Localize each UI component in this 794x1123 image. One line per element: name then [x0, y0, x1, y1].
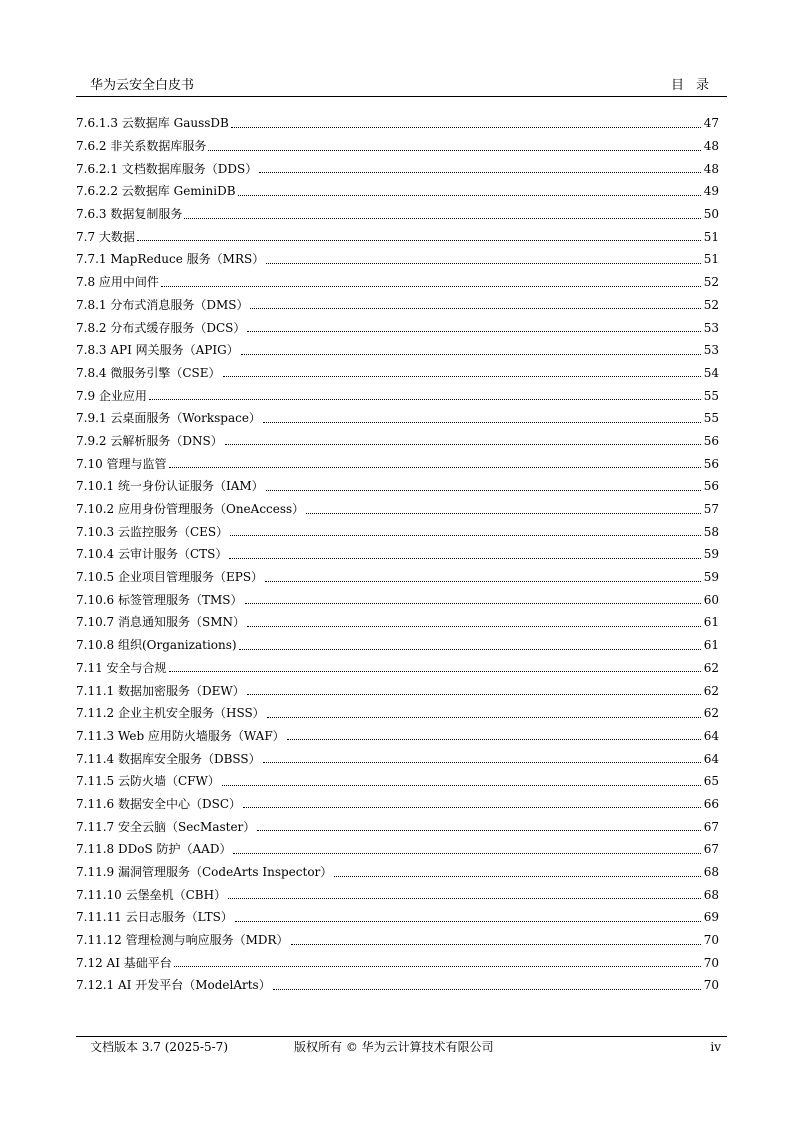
toc-entry-page: 67: [703, 842, 719, 857]
toc-entry[interactable]: [76, 203, 719, 226]
toc-entry-label: 7.8 应用中间件: [76, 275, 159, 290]
toc-entry-page: 66: [703, 796, 719, 811]
toc-entry-label: 7.6.2 非关系数据库服务: [76, 139, 207, 154]
toc-entry-page: 61: [703, 615, 719, 630]
toc-entry-page: 56: [703, 479, 719, 494]
toc-entry-label: 7.10.6 标签管理服务（TMS）: [76, 592, 243, 607]
toc-entry[interactable]: [76, 747, 719, 770]
page-footer: [76, 1040, 727, 1058]
toc-entry-label: 7.11.12 管理检测与响应服务（MDR）: [76, 933, 289, 948]
toc-entry-page: 57: [703, 502, 719, 517]
toc-entry-page: 48: [703, 161, 719, 176]
toc-entry-label: 7.11.9 漏洞管理服务（CodeArts Inspector）: [76, 865, 333, 880]
toc-entry-page: 64: [703, 751, 719, 766]
toc-entry-page: 70: [703, 955, 719, 970]
dot-leader: [208, 140, 701, 151]
toc-entry-label: 7.6.2.1 文档数据库服务（DDS）: [76, 161, 258, 176]
dot-leader: [149, 389, 701, 400]
dot-leader: [265, 571, 701, 582]
toc-entry[interactable]: [76, 725, 719, 748]
toc-entry-page: 47: [703, 116, 719, 131]
document-version: 文档版本 3.7 (2025-5-7): [90, 1040, 228, 1054]
dot-leader: [169, 457, 701, 468]
toc-entry-page: 62: [703, 660, 719, 675]
copyright-notice: 版权所有 © 华为云计算技术有限公司: [294, 1040, 494, 1054]
toc-entry-label: 7.11.4 数据库安全服务（DBSS）: [76, 751, 261, 766]
toc-entry[interactable]: [76, 225, 719, 248]
toc-entry[interactable]: [76, 588, 719, 611]
toc-entry-label: 7.11.5 云防火墙（CFW）: [76, 774, 220, 789]
toc-entry-label: 7.10.4 云审计服务（CTS）: [76, 547, 228, 562]
toc-entry-label: 7.6.2.2 云数据库 GeminiDB: [76, 184, 236, 199]
toc-entry-label: 7.12.1 AI 开发平台（ModelArts）: [76, 978, 271, 993]
page-number: iv: [710, 1040, 721, 1054]
toc-entry-page: 53: [703, 320, 719, 335]
toc-entry[interactable]: [76, 520, 719, 543]
dot-leader: [334, 866, 701, 877]
toc-entry-page: 58: [703, 524, 719, 539]
toc-entry-label: 7.6.3 数据复制服务: [76, 207, 183, 222]
toc-entry[interactable]: [76, 611, 719, 634]
toc-entry-label: 7.8.2 分布式缓存服务（DCS）: [76, 320, 246, 335]
header-divider: [76, 96, 727, 97]
toc-entry[interactable]: [76, 475, 719, 498]
dot-leader: [287, 729, 701, 740]
toc-entry-label: 7.9.2 云解析服务（DNS）: [76, 433, 223, 448]
toc-entry-page: 48: [703, 139, 719, 154]
toc-entry-label: 7.10.1 统一身份认证服务（IAM）: [76, 479, 264, 494]
footer-divider: [76, 1036, 727, 1037]
toc-entry-page: 59: [703, 570, 719, 585]
dot-leader: [223, 366, 701, 377]
toc-entry-label: 7.12 AI 基础平台: [76, 955, 172, 970]
dot-leader: [233, 843, 701, 854]
toc-entry[interactable]: [76, 770, 719, 793]
dot-leader: [306, 503, 701, 514]
toc-entry-page: 64: [703, 728, 719, 743]
toc-entry-label: 7.10.3 云监控服务（CES）: [76, 524, 229, 539]
toc-entry-label: 7.11.11 云日志服务（LTS）: [76, 910, 233, 925]
toc-entry-label: 7.11.2 企业主机安全服务（HSS）: [76, 706, 265, 721]
toc-entry-page: 67: [703, 819, 719, 834]
dot-leader: [243, 797, 701, 808]
toc-entry-label: 7.10.5 企业项目管理服务（EPS）: [76, 570, 264, 585]
toc-entry[interactable]: [76, 679, 719, 702]
dot-leader: [247, 321, 701, 332]
dot-leader: [291, 934, 701, 945]
dot-leader: [238, 185, 701, 196]
toc-entry-page: 65: [703, 774, 719, 789]
dot-leader: [225, 434, 701, 445]
toc-entry[interactable]: [76, 294, 719, 317]
toc-entry[interactable]: [76, 430, 719, 453]
toc-entry-page: 61: [703, 638, 719, 653]
toc-entry[interactable]: [76, 271, 719, 294]
toc-entry-page: 55: [703, 388, 719, 403]
toc-entry-label: 7.11.3 Web 应用防火墙服务（WAF）: [76, 728, 285, 743]
toc-entry-page: 50: [703, 207, 719, 222]
toc-entry-page: 68: [703, 887, 719, 902]
toc-entry[interactable]: [76, 634, 719, 657]
toc-entry-page: 69: [703, 910, 719, 925]
toc-entry-page: 52: [703, 275, 719, 290]
dot-leader: [174, 956, 701, 967]
dot-leader: [247, 616, 701, 627]
dot-leader: [222, 775, 701, 786]
toc-entry[interactable]: [76, 974, 719, 997]
toc-entry[interactable]: [76, 929, 719, 952]
table-of-contents: [76, 112, 719, 997]
toc-entry-page: 53: [703, 343, 719, 358]
dot-leader: [239, 639, 701, 650]
toc-entry[interactable]: [76, 452, 719, 475]
toc-entry[interactable]: [76, 112, 719, 135]
toc-entry-label: 7.11 安全与合规: [76, 660, 167, 675]
toc-entry[interactable]: [76, 135, 719, 158]
toc-entry[interactable]: [76, 248, 719, 271]
toc-entry-label: 7.10.7 消息通知服务（SMN）: [76, 615, 245, 630]
toc-entry[interactable]: [76, 657, 719, 680]
toc-entry[interactable]: [76, 543, 719, 566]
dot-leader: [241, 344, 701, 355]
toc-entry[interactable]: [76, 861, 719, 884]
dot-leader: [273, 979, 701, 990]
dot-leader: [230, 525, 701, 536]
toc-entry-page: 51: [703, 229, 719, 244]
toc-entry-label: 7.7.1 MapReduce 服务（MRS）: [76, 252, 265, 267]
toc-entry-page: 56: [703, 456, 719, 471]
dot-leader: [250, 298, 701, 309]
toc-entry-page: 59: [703, 547, 719, 562]
toc-entry-label: 7.10.2 应用身份管理服务（OneAccess）: [76, 502, 305, 517]
toc-entry[interactable]: [76, 838, 719, 861]
toc-entry-page: 56: [703, 433, 719, 448]
dot-leader: [266, 480, 701, 491]
dot-leader: [228, 888, 701, 899]
toc-entry-label: 7.11.7 安全云脑（SecMaster）: [76, 819, 256, 834]
toc-entry-label: 7.8.4 微服务引擎（CSE）: [76, 365, 221, 380]
toc-entry-page: 49: [703, 184, 719, 199]
toc-entry-label: 7.11.10 云堡垒机（CBH）: [76, 887, 227, 902]
toc-entry-label: 7.10 管理与监管: [76, 456, 167, 471]
dot-leader: [229, 548, 701, 559]
toc-entry[interactable]: [76, 384, 719, 407]
toc-entry-label: 7.11.1 数据加密服务（DEW）: [76, 683, 245, 698]
toc-entry-label: 7.11.8 DDoS 防护（AAD）: [76, 842, 232, 857]
dot-leader: [263, 412, 701, 423]
page-header: [76, 78, 727, 96]
toc-entry[interactable]: [76, 566, 719, 589]
toc-entry-page: 70: [703, 978, 719, 993]
dot-leader: [267, 707, 701, 718]
toc-entry[interactable]: [76, 407, 719, 430]
section-title: 目录: [670, 78, 721, 93]
toc-entry-page: 54: [703, 365, 719, 380]
toc-entry-label: 7.8.1 分布式消息服务（DMS）: [76, 297, 249, 312]
toc-entry-label: 7.7 大数据: [76, 229, 135, 244]
toc-entry-label: 7.9.1 云桌面服务（Workspace）: [76, 411, 261, 426]
toc-entry-page: 70: [703, 933, 719, 948]
toc-entry-label: 7.8.3 API 网关服务（APIG）: [76, 343, 239, 358]
dot-leader: [169, 661, 701, 672]
dot-leader: [259, 162, 701, 173]
toc-entry[interactable]: [76, 815, 719, 838]
dot-leader: [161, 276, 701, 287]
toc-entry-page: 52: [703, 297, 719, 312]
toc-entry-page: 55: [703, 411, 719, 426]
dot-leader: [257, 820, 701, 831]
dot-leader: [184, 208, 701, 219]
toc-entry-page: 62: [703, 683, 719, 698]
dot-leader: [235, 911, 701, 922]
toc-entry[interactable]: [76, 316, 719, 339]
toc-entry[interactable]: [76, 157, 719, 180]
toc-entry[interactable]: [76, 498, 719, 521]
dot-leader: [231, 117, 701, 128]
toc-entry[interactable]: [76, 180, 719, 203]
dot-leader: [245, 593, 702, 604]
toc-entry-label: 7.10.8 组织(Organizations): [76, 638, 237, 653]
toc-entry[interactable]: [76, 793, 719, 816]
toc-entry-label: 7.11.6 数据安全中心（DSC）: [76, 796, 242, 811]
toc-entry[interactable]: [76, 702, 719, 725]
toc-entry-page: 60: [703, 592, 719, 607]
toc-entry-page: 62: [703, 706, 719, 721]
document-title: 华为云安全白皮书: [90, 78, 195, 93]
dot-leader: [137, 230, 701, 241]
toc-entry-label: 7.9 企业应用: [76, 388, 147, 403]
toc-entry[interactable]: [76, 951, 719, 974]
toc-entry-label: 7.6.1.3 云数据库 GaussDB: [76, 116, 229, 131]
dot-leader: [263, 752, 701, 763]
toc-entry-page: 51: [703, 252, 719, 267]
toc-entry[interactable]: [76, 883, 719, 906]
toc-entry-page: 68: [703, 865, 719, 880]
toc-entry[interactable]: [76, 362, 719, 385]
dot-leader: [266, 253, 701, 264]
toc-entry[interactable]: [76, 339, 719, 362]
dot-leader: [247, 684, 701, 695]
toc-entry[interactable]: [76, 906, 719, 929]
